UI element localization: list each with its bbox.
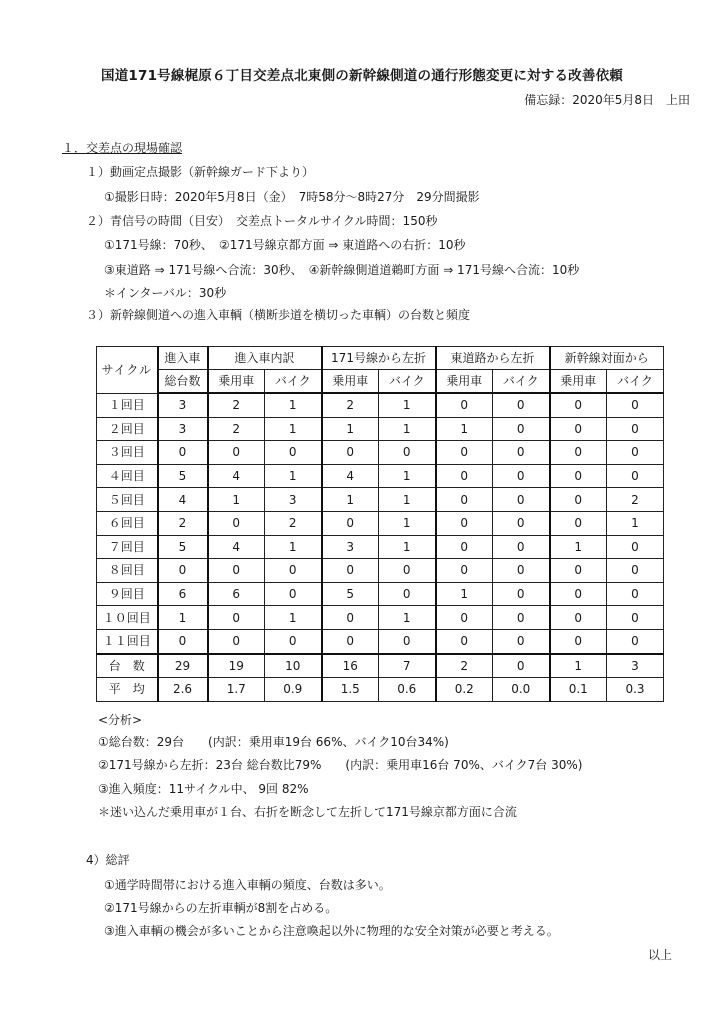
cell-value: 7 — [379, 654, 436, 678]
cell-value: 0 — [265, 629, 322, 653]
header-bike: バイク — [379, 370, 436, 394]
cell-value: 1 — [436, 417, 493, 441]
cell-value: 5 — [158, 464, 208, 488]
cell-value: 0 — [379, 441, 436, 465]
cell-value: 0 — [436, 535, 493, 559]
document-title: 国道171号線梶原６丁目交差点北東側の新幹線側道の通行形態変更に対する改善依頼 — [101, 68, 623, 84]
cell-value: 0 — [436, 606, 493, 630]
cell-value: 1 — [379, 511, 436, 535]
row-label: ５回目 — [97, 488, 158, 512]
header-bike: バイク — [607, 370, 664, 394]
cell-value: 0 — [158, 559, 208, 583]
cell-value: 0 — [379, 559, 436, 583]
row-label: ２回目 — [97, 417, 158, 441]
cell-value: 0.1 — [550, 678, 607, 702]
vehicle-count-table — [96, 346, 664, 702]
cell-value: 1 — [379, 488, 436, 512]
cell-value: 1 — [265, 464, 322, 488]
header-group-breakdown: 進入車内訳 — [208, 347, 322, 370]
cell-value: 0 — [550, 417, 607, 441]
header-group-shinkansen: 新幹線対面から — [550, 347, 664, 370]
cell-value: 0 — [493, 559, 550, 583]
table-total-row — [97, 654, 664, 678]
cell-value: 1 — [379, 535, 436, 559]
row-label: ７回目 — [97, 535, 158, 559]
analysis-item-2: ②171号線から左折：23台 総台数比79% (内訳：乗用車16台 70%、バイク7台 30%) — [98, 758, 583, 772]
row-label: １回目 — [97, 393, 158, 417]
table-row — [97, 606, 664, 630]
cell-value: 0 — [607, 629, 664, 653]
item2-detail-a: ①171号線：70秒、 ②171号線京都方面 ⇒ 東道路への右折：10秒 — [104, 238, 466, 252]
table-row — [97, 629, 664, 653]
cell-value: 19 — [208, 654, 265, 678]
cell-value: 6 — [208, 582, 265, 606]
header-group-east-left: 東道路から左折 — [436, 347, 550, 370]
cell-value: 0 — [265, 559, 322, 583]
cell-value: 0 — [208, 629, 265, 653]
header-car: 乗用車 — [436, 370, 493, 394]
cell-value: 0 — [436, 511, 493, 535]
cell-value: 1 — [379, 464, 436, 488]
cell-value: 0 — [493, 582, 550, 606]
cell-value: 10 — [265, 654, 322, 678]
cell-value: 3 — [607, 654, 664, 678]
table-row — [97, 511, 664, 535]
cell-value: 1.5 — [322, 678, 379, 702]
cell-value: 0 — [550, 582, 607, 606]
item2-text: ２）青信号の時間（目安） 交差点トータルサイクル時間：150秒 — [86, 214, 438, 228]
cell-value: 0 — [322, 511, 379, 535]
cell-value: 2 — [208, 417, 265, 441]
cell-value: 0 — [436, 559, 493, 583]
cell-value: 0 — [493, 417, 550, 441]
cell-value: 2 — [265, 511, 322, 535]
table-row — [97, 464, 664, 488]
cell-value: 0 — [607, 582, 664, 606]
cell-value: 4 — [322, 464, 379, 488]
cell-value: 0 — [493, 441, 550, 465]
cell-value: 0 — [322, 606, 379, 630]
cell-value: 1 — [322, 417, 379, 441]
cell-value: 0 — [493, 464, 550, 488]
row-label: ９回目 — [97, 582, 158, 606]
cell-value: 0 — [607, 535, 664, 559]
cell-value: 0 — [607, 606, 664, 630]
cell-value: 29 — [158, 654, 208, 678]
cell-value: 2.6 — [158, 678, 208, 702]
row-label: ８回目 — [97, 559, 158, 583]
cell-value: 0 — [265, 441, 322, 465]
analysis-item-1: ①総台数：29台 (内訳：乗用車19台 66%、バイク10台34%) — [98, 735, 449, 749]
cell-value: 0.9 — [265, 678, 322, 702]
header-bike: バイク — [493, 370, 550, 394]
cell-value: 16 — [322, 654, 379, 678]
memo-date-author: 備忘録：2020年5月8日 上田 — [524, 93, 690, 107]
cell-value: 0 — [322, 559, 379, 583]
row-label: １０回目 — [97, 606, 158, 630]
row-label: 平 均 — [97, 678, 158, 702]
cell-value: 0 — [607, 393, 664, 417]
cell-value: 0 — [436, 464, 493, 488]
summary-heading: 4）総評 — [86, 853, 130, 867]
cell-value: 0 — [607, 464, 664, 488]
cell-value: 3 — [158, 393, 208, 417]
cell-value: 0.2 — [436, 678, 493, 702]
analysis-note: ＊迷い込んだ乗用車が１台、右折を断念して左折して171号線京都方面に合流 — [98, 805, 517, 819]
cell-value: 0.6 — [379, 678, 436, 702]
item3-text: ３）新幹線側道への進入車輌（横断歩道を横切った車輌）の台数と頻度 — [86, 308, 471, 322]
row-label: ３回目 — [97, 441, 158, 465]
cell-value: 0 — [550, 464, 607, 488]
cell-value: 1 — [265, 417, 322, 441]
cell-value: 0.3 — [607, 678, 664, 702]
cell-value: 1.7 — [208, 678, 265, 702]
cell-value: 1 — [550, 654, 607, 678]
analysis-heading: <分析> — [98, 713, 143, 727]
cell-value: 4 — [158, 488, 208, 512]
cell-value: 0 — [208, 441, 265, 465]
cell-value: 2 — [208, 393, 265, 417]
table-row — [97, 488, 664, 512]
cell-value: 0 — [322, 441, 379, 465]
cell-value: 0 — [493, 511, 550, 535]
cell-value: 0.0 — [493, 678, 550, 702]
row-label: ６回目 — [97, 511, 158, 535]
summary-item-2: ②171号線からの左折車輌が8割を占める。 — [104, 901, 338, 915]
cell-value: 0 — [493, 393, 550, 417]
summary-item-3: ③進入車輌の機会が多いことから注意喚起以外に物理的な安全対策が必要と考える。 — [104, 924, 559, 938]
cell-value: 0 — [550, 511, 607, 535]
cell-value: 2 — [322, 393, 379, 417]
table-row — [97, 393, 664, 417]
cell-value: 0 — [550, 441, 607, 465]
cell-value: 5 — [322, 582, 379, 606]
closing-mark: 以上 — [647, 948, 672, 962]
cell-value: 0 — [436, 393, 493, 417]
cell-value: 0 — [550, 559, 607, 583]
cell-value: 0 — [607, 417, 664, 441]
cell-value: 0 — [436, 629, 493, 653]
cell-value: 3 — [265, 488, 322, 512]
cell-value: 0 — [379, 629, 436, 653]
cell-value: 1 — [158, 606, 208, 630]
header-bike: バイク — [265, 370, 322, 394]
cell-value: 0 — [436, 488, 493, 512]
cell-value: 0 — [208, 511, 265, 535]
table-row — [97, 441, 664, 465]
cell-value: 0 — [436, 441, 493, 465]
header-group-171-left: 171号線から左折 — [322, 347, 436, 370]
cell-value: 4 — [208, 535, 265, 559]
cell-value: 5 — [158, 535, 208, 559]
cell-value: 0 — [550, 488, 607, 512]
cell-value: 0 — [607, 441, 664, 465]
header-total-line2: 総台数 — [158, 370, 208, 394]
cell-value: 0 — [158, 441, 208, 465]
cell-value: 0 — [607, 559, 664, 583]
cell-value: 1 — [379, 393, 436, 417]
cell-value: 0 — [550, 606, 607, 630]
header-car: 乗用車 — [550, 370, 607, 394]
table-average-row — [97, 678, 664, 702]
row-label: 台 数 — [97, 654, 158, 678]
cell-value: 1 — [379, 606, 436, 630]
cell-value: 0 — [493, 535, 550, 559]
item1-text: １）動画定点撮影（新幹線ガード下より） — [86, 165, 315, 179]
table-row — [97, 582, 664, 606]
cell-value: 1 — [379, 417, 436, 441]
cell-value: 1 — [322, 488, 379, 512]
cell-value: 2 — [158, 511, 208, 535]
cell-value: 0 — [493, 629, 550, 653]
cell-value: 1 — [550, 535, 607, 559]
cell-value: 0 — [493, 606, 550, 630]
item2-detail-b: ③東道路 ⇒ 171号線へ合流：30秒、 ④新幹線側道道鵜町方面 ⇒ 171号線へ合流：10秒 — [104, 263, 580, 277]
cell-value: 3 — [158, 417, 208, 441]
cell-value: 0 — [208, 559, 265, 583]
cell-value: 0 — [265, 582, 322, 606]
cell-value: 0 — [322, 629, 379, 653]
cell-value: 2 — [436, 654, 493, 678]
cell-value: 3 — [322, 535, 379, 559]
cell-value: 0 — [493, 488, 550, 512]
cell-value: 1 — [265, 393, 322, 417]
table-row — [97, 559, 664, 583]
row-label: １１回目 — [97, 629, 158, 653]
header-car: 乗用車 — [208, 370, 265, 394]
header-cycle: サイクル — [97, 347, 158, 394]
row-label: ４回目 — [97, 464, 158, 488]
table-row — [97, 417, 664, 441]
cell-value: 1 — [208, 488, 265, 512]
item1-detail: ①撮影日時：2020年5月8日（金） 7時58分～8時27分 29分間撮影 — [104, 190, 480, 204]
cell-value: 0 — [208, 606, 265, 630]
summary-item-1: ①通学時間帯における進入車輌の頻度、台数は多い。 — [104, 878, 391, 892]
cell-value: 0 — [550, 393, 607, 417]
cell-value: 6 — [158, 582, 208, 606]
header-car: 乗用車 — [322, 370, 379, 394]
cell-value: 4 — [208, 464, 265, 488]
cell-value: 0 — [158, 629, 208, 653]
cell-value: 1 — [607, 511, 664, 535]
item2-detail-c: ＊インターバル：30秒 — [104, 286, 227, 300]
cell-value: 2 — [607, 488, 664, 512]
header-total-line1: 進入車 — [158, 347, 208, 370]
cell-value: 1 — [436, 582, 493, 606]
section1-heading: １．交差点の現場確認 — [62, 141, 183, 155]
table-row — [97, 535, 664, 559]
cell-value: 0 — [379, 582, 436, 606]
cell-value: 0 — [550, 629, 607, 653]
cell-value: 0 — [493, 654, 550, 678]
analysis-item-3: ③進入頻度：11サイクル中、 9回 82% — [98, 782, 309, 796]
cell-value: 1 — [265, 535, 322, 559]
cell-value: 1 — [265, 606, 322, 630]
